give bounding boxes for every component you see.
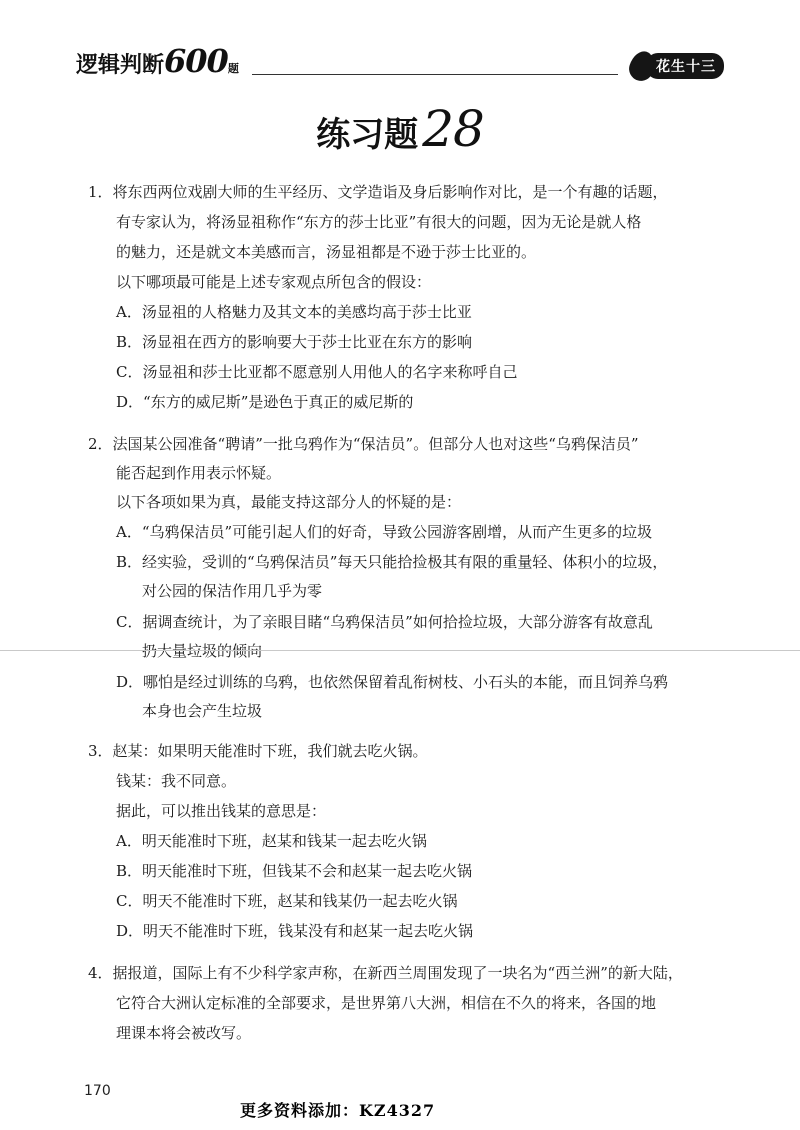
question-stem-line: 它符合大洲认定标准的全部要求，是世界第八大洲，相信在不久的将来，各国的地 <box>116 994 657 1012</box>
option-c: C．明天不能准时下班，赵某和钱某仍一起去吃火锅 <box>116 892 458 910</box>
scan-line <box>0 650 800 651</box>
question-prompt: 以下各项如果为真，最能支持这部分人的怀疑的是： <box>116 493 462 511</box>
question-stem-line: 2．法国某公园准备“聘请”一批乌鸦作为“保洁员”。但部分人也对这些“乌鸦保洁员” <box>88 435 639 453</box>
question-stem-line: 4．据报道，国际上有不少科学家声称，在新西兰周围发现了一块名为“西兰洲”的新大陆， <box>88 964 683 982</box>
option-a: A．汤显祖的人格魅力及其文本的美感均高于莎士比亚 <box>116 303 472 321</box>
question-stem-line: 1．将东西两位戏剧大师的生平经历、文学造诣及身后影响作对比，是一个有趣的话题， <box>88 183 668 201</box>
option-b: B．明天能准时下班，但钱某不会和赵某一起去吃火锅 <box>116 862 473 880</box>
brand-logo <box>630 51 724 81</box>
running-header <box>70 40 730 84</box>
book-title-prefix: 逻辑判断 <box>76 53 165 78</box>
book-title <box>76 42 239 80</box>
option-b: B．汤显祖在西方的影响要大于莎士比亚在东方的影响 <box>116 333 473 351</box>
question-stem-line: 钱某：我不同意。 <box>116 772 237 790</box>
option-b: B．经实验，受训的“乌鸦保洁员”每天只能拾捡极其有限的重量轻、体积小的垃圾， <box>116 553 668 571</box>
option-c: C．汤显祖和莎士比亚都不愿意别人用他人的名字来称呼自己 <box>116 363 518 381</box>
question-stem-line: 能否起到作用表示怀疑。 <box>116 464 282 482</box>
section-title-text: 练习题 <box>316 115 419 155</box>
question-prompt: 据此，可以推出钱某的意思是： <box>116 802 327 820</box>
section-title <box>0 100 800 158</box>
option-a: A．“乌鸦保洁员”可能引起人们的好奇，导致公园游客剧增，从而产生更多的垃圾 <box>116 523 653 541</box>
option-c: C．据调查统计，为了亲眼目睹“乌鸦保洁员”如何拾捡垃圾，大部分游客有故意乱 <box>116 613 653 631</box>
page-number: 170 <box>84 1083 111 1099</box>
book-title-suffix: 题 <box>227 62 239 75</box>
option-d-continued: 本身也会产生垃圾 <box>142 702 263 720</box>
footer-note: 更多资料添加：KZ4327 <box>240 1101 436 1120</box>
book-title-number: 600 <box>164 42 228 80</box>
question-prompt: 以下哪项最可能是上述专家观点所包含的假设： <box>116 273 432 291</box>
option-d: D．哪怕是经过训练的乌鸦，也依然保留着乱衔树枝、小石头的本能，而且饲养乌鸦 <box>116 673 669 691</box>
header-rule <box>252 74 618 75</box>
section-title-number: 28 <box>422 100 484 158</box>
option-c-continued: 扔大量垃圾的倾向 <box>142 642 263 660</box>
question-stem-line: 的魅力，还是就文本美感而言，汤显祖都是不逊于莎士比亚的。 <box>116 243 537 261</box>
option-b-continued: 对公园的保洁作用几乎为零 <box>142 582 323 600</box>
option-d: D．明天不能准时下班，钱某没有和赵某一起去吃火锅 <box>116 922 474 940</box>
brand-name: 花生十三 <box>646 53 724 79</box>
option-d: D．“东方的威尼斯”是逊色于真正的威尼斯的 <box>116 393 414 411</box>
option-a: A．明天能准时下班，赵某和钱某一起去吃火锅 <box>116 832 427 850</box>
question-stem-line: 有专家认为，将汤显祖称作“东方的莎士比亚”有很大的问题，因为无论是就人格 <box>116 213 642 231</box>
question-stem-line: 理课本将会被改写。 <box>116 1024 252 1042</box>
question-stem-line: 3．赵某：如果明天能准时下班，我们就去吃火锅。 <box>88 742 428 760</box>
